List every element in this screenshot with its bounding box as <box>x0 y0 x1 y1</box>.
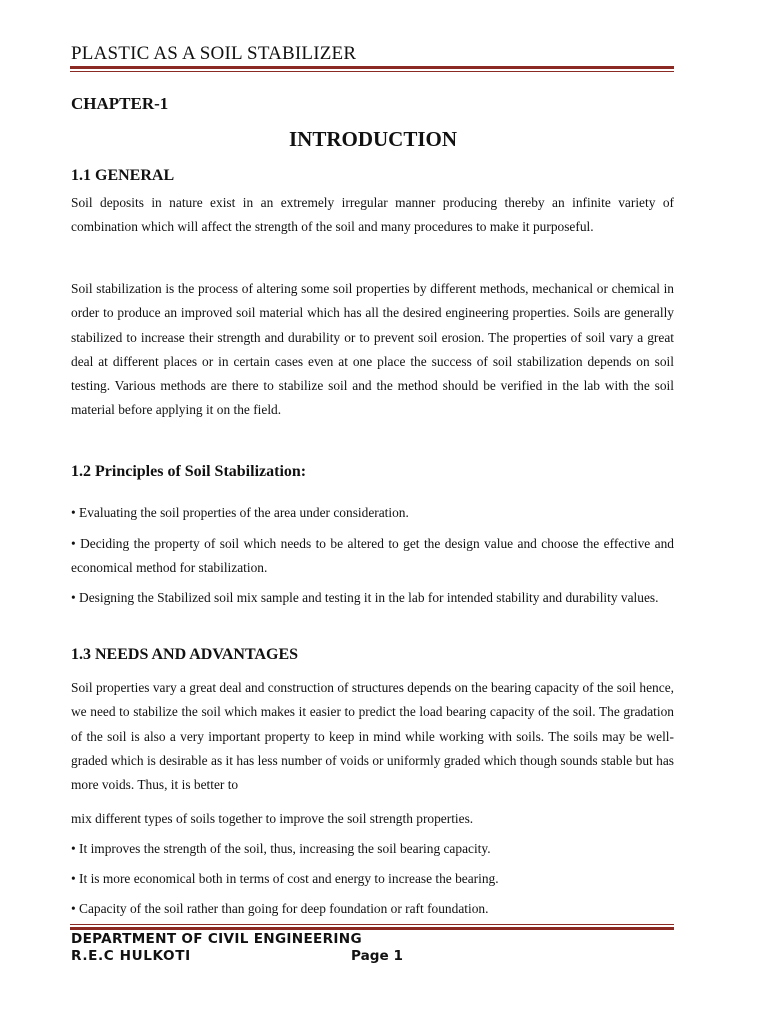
section-heading-needs: 1.3 NEEDS AND ADVANTAGES <box>71 646 299 663</box>
chapter-title: INTRODUCTION <box>288 127 458 151</box>
paragraph-general-2: Soil stabilization is the process of altering some soil properties by different methods, mechanical or chemical in order to produce an improved soil material which has all the desired engineering properties. Soils are generally stabilized to increase their strength and durability or to prevent soil erosion. The properties of soil vary a great deal at different places or in certain cases even at one place the success of soil stabilization depends on soil testing. Various methods are there to stabilize soil and the method should be verified in the lab with the soil material before applying it on the field. <box>71 281 674 418</box>
paragraph-general-1: Soil deposits in nature exist in an extremely irregular manner producing thereby an infinite variety of combination which will affect the strength of the soil and many procedures to make it purposeful. <box>71 195 674 235</box>
bullet-needs-3: • Capacity of the soil rather than going for deep foundation or raft foundation. <box>71 901 489 916</box>
footer-rule-thick <box>70 927 674 930</box>
bullet-principles-1: • Evaluating the soil properties of the area under consideration. <box>71 505 409 520</box>
footer-page-number: Page 1 <box>351 948 403 964</box>
chapter-label: CHAPTER-1 <box>71 94 169 113</box>
bullet-principles-3: • Designing the Stabilized soil mix sample and testing it in the lab for intended stability and durability values. <box>71 590 659 605</box>
section-heading-principles: 1.2 Principles of Soil Stabilization: <box>71 463 307 480</box>
line-needs-mix: mix different types of soils together to improve the soil strength properties. <box>71 811 474 826</box>
footer-department: DEPARTMENT OF CIVIL ENGINEERING <box>71 931 362 947</box>
header-rule-thin <box>70 71 674 72</box>
bullet-needs-1: • It improves the strength of the soil, thus, increasing the soil bearing capacity. <box>71 841 491 856</box>
header-rule-thick <box>70 66 674 69</box>
running-header: PLASTIC AS A SOIL STABILIZER <box>71 43 357 64</box>
footer-rule-thin <box>70 924 674 925</box>
section-heading-general: 1.1 GENERAL <box>71 167 175 184</box>
paragraph-needs: Soil properties vary a great deal and construction of structures depends on the bearing capacity of the soil hence, we need to stabilize the soil which makes it easier to predict the load bearing capacity of the soil. The gradation of the soil is also a very important property to keep in mind while working with soils. The soils may be well-graded which is desirable as it has less number of voids or uniformly graded which though sounds stable but has more voids. Thus, it is better to <box>71 680 674 793</box>
bullet-principles-2: • Deciding the property of soil which needs to be altered to get the design value and choose the effective and economical method for stabilization. <box>71 536 674 576</box>
footer-college: R.E.C HULKOTI <box>71 948 191 964</box>
bullet-needs-2: • It is more economical both in terms of cost and energy to increase the bearing. <box>71 871 499 886</box>
